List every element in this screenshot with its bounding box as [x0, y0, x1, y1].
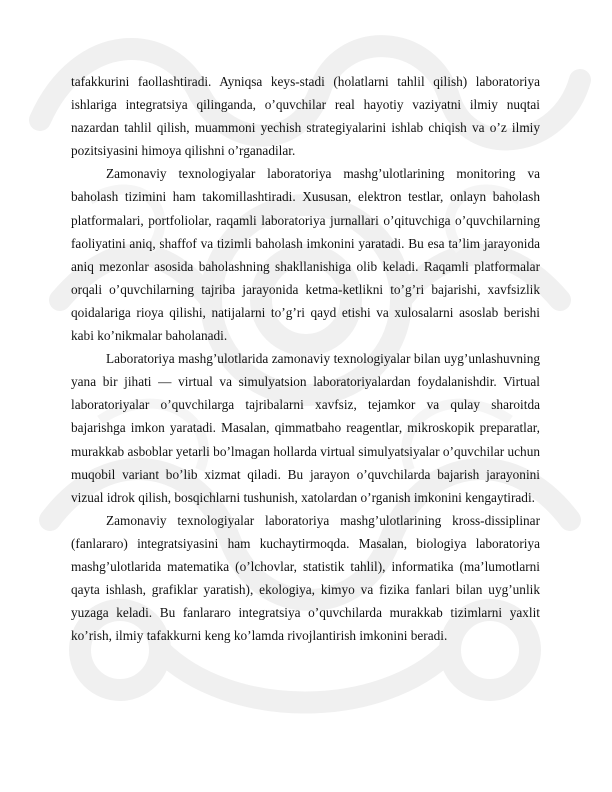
paragraph: Zamonaviy texnologiyalar laboratoriya mashg’ulotlarining kross-dissiplinar (fanlararo) integratsiyasini ham kuchaytirmoqda. Masalan, biologiya laboratoriya mashg’ulotlarida matematika (o’lchovlar, statistik tahlil), informatika (ma’lumotlarni qayta ishlash, grafiklar yaratish), ekologiya, kimyo va fizika fanlari bilan uyg’unlik yuzaga keladi. Bu fanlararo integratsiya o’quvchilarda murakkab tizimlarni yaxlit ko’rish, ilmiy tafakkurni keng ko’lamda rivojlantirish imkonini beradi. [71, 512, 540, 644]
body-text [71, 70, 540, 647]
paragraph: Zamonaviy texnologiyalar laboratoriya mashg’ulotlarining monitoring va baholash tizimini ham takomillashtiradi. Xususan, elektron testlar, onlayn baholash platformalari, portfoliolar, raqamli laboratoriya jurnallari o’qituvchiga o’quvchilarning faoliyatini aniq, shaffof va tizimli baholash imkonini yaratadi. Bu esa ta’lim jarayonida aniq mezonlar asosida baholashning shakllanishiga olib keladi. Raqamli platformalar orqali o’quvchilarning tajriba jarayonida ketma-ketlikni to’g’ri bajarishi, xavfsizlik qoidalariga rioya qilishi, natijalarni to’g’ri qayd etishi va xulosalarni asoslab berishi kabi ko’nikmalar baholanadi. [71, 166, 540, 344]
paragraph: Laboratoriya mashg’ulotlarida zamonaviy texnologiyalar bilan uyg’unlashuvning yana bir jihati — virtual va simulyatsion laboratoriyalardan foydalanishdir. Virtual laboratoriyalar o’quvchilarga tajribalarni xavfsiz, tejamkor va qulay sharoitda bajarishga imkon yaratadi. Masalan, qimmatbaho reagentlar, mikroskopik preparatlar, murakkab asboblar yetarli bo’lmagan hollarda virtual simulyatsiyalar o’quvchilar uchun muqobil variant bo’lib xizmat qiladi. Bu jarayon o’quvchilarda bajarish jarayonini vizual idrok qilish, bosqichlarni tushunish, xatolardan o’rganish imkonini kengaytiradi. [71, 351, 540, 505]
paragraph: tafakkurini faollashtiradi. Ayniqsa keys-stadi (holatlarni tahlil qilish) laboratoriya ishlariga integratsiya qilinganda, o’quvchilar real hayotiy vaziyatni ilmiy nuqtai nazardan tahlil qilish, muammoni yechish strategiyalarini ishlab chiqish va o’z ilmiy pozitsiyasini himoya qilishni o’rganadilar. [71, 74, 540, 159]
